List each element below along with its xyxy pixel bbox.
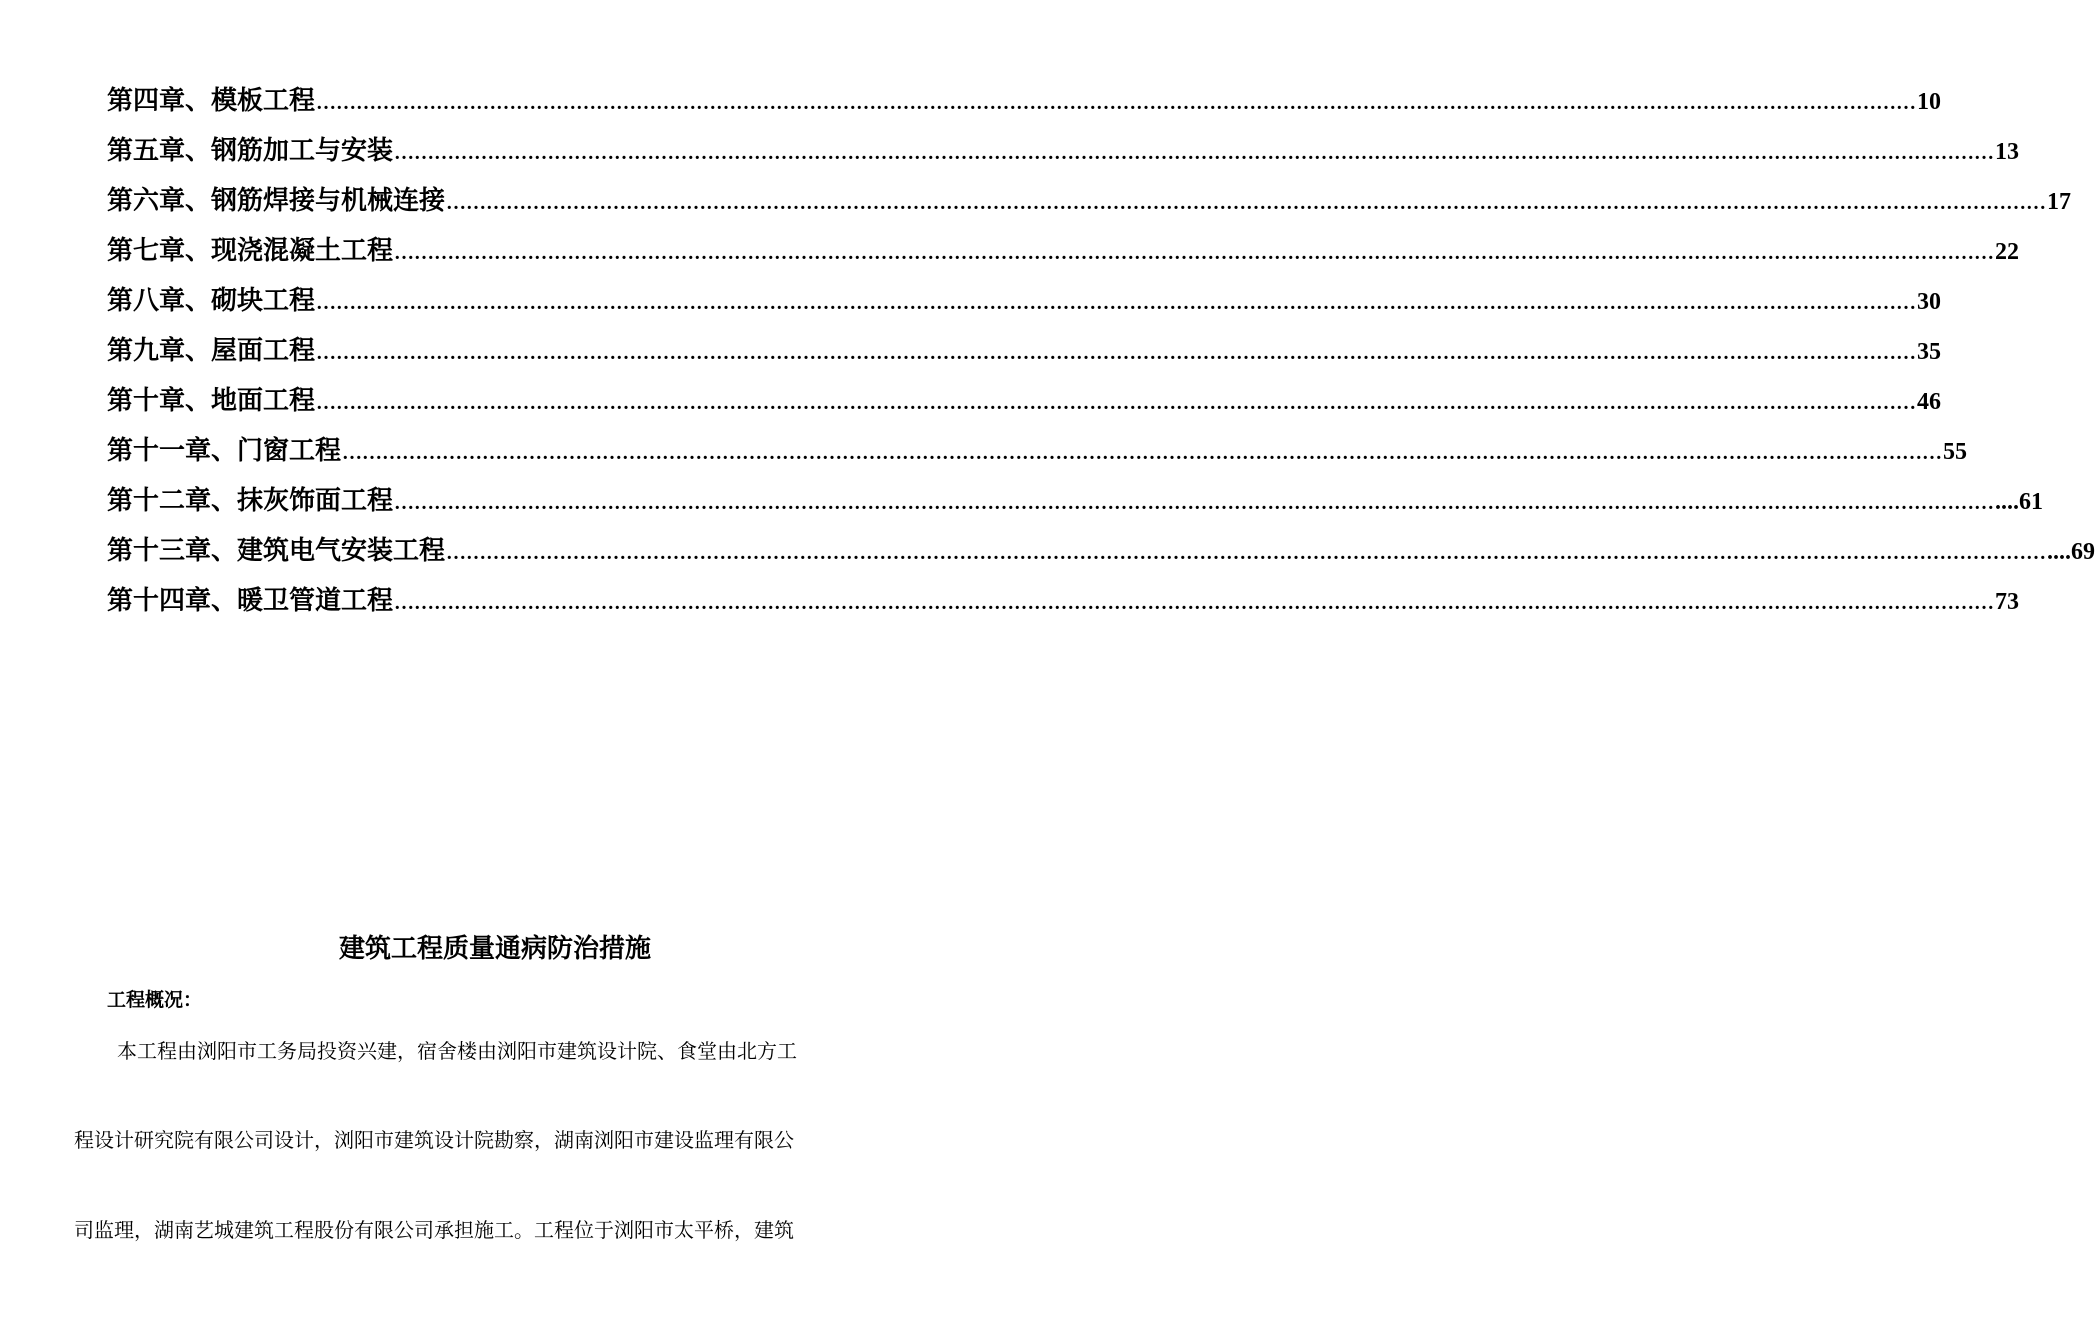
toc-leader-dots: …………………………………………………………………………………………………………………………………………………………………………………………………………………… [316, 292, 1917, 314]
toc-entry[interactable] [107, 176, 2072, 226]
toc-entry-page: ....69 [2047, 539, 2095, 565]
toc-leader-dots: …………………………………………………………………………………………………………………………………………………………………………………………………………………… [316, 392, 1917, 414]
toc-entry-title: 第十一章、门窗工程 [107, 436, 342, 466]
toc-leader-dots: …………………………………………………………………………………………………………………………………………………………………………………………………………………… [446, 542, 2047, 564]
body-text-line: 本工程由浏阳市工务局投资兴建，宿舍楼由浏阳市建筑设计院、食堂由北方工 [117, 1039, 797, 1063]
toc-leader-dots: …………………………………………………………………………………………………………………………………………………………………………………………………………………… [394, 242, 1995, 264]
toc-entry[interactable] [107, 576, 2020, 626]
toc-entry-title: 第十二章、抹灰饰面工程 [107, 486, 394, 516]
toc-leader-dots: …………………………………………………………………………………………………………………………………………………………………………………………………………………… [394, 142, 1995, 164]
toc-entry-page: 10 [1917, 89, 1942, 115]
toc-entry[interactable] [107, 126, 2020, 176]
toc-entry[interactable] [107, 226, 2020, 276]
toc-entry-title: 第四章、模板工程 [107, 86, 316, 116]
toc-entry[interactable] [107, 426, 1968, 476]
toc-leader-dots: …………………………………………………………………………………………………………………………………………………………………………………………………………………… [316, 342, 1917, 364]
toc-entry-title: 第九章、屋面工程 [107, 336, 316, 366]
toc-entry[interactable] [107, 526, 2095, 576]
table-of-contents [107, 76, 2095, 626]
toc-entry[interactable] [107, 326, 1942, 376]
section-heading: 工程概况： [107, 989, 203, 1011]
toc-entry-page: 55 [1943, 439, 1968, 465]
toc-entry-title: 第六章、钢筋焊接与机械连接 [107, 186, 446, 216]
toc-entry-title: 第五章、钢筋加工与安装 [107, 136, 394, 166]
toc-entry-page: ....61 [1995, 489, 2044, 515]
toc-leader-dots: …………………………………………………………………………………………………………………………………………………………………………………………………………………… [394, 492, 1995, 514]
toc-entry-page: 13 [1995, 139, 2020, 165]
toc-entry-page: 17 [2047, 189, 2072, 215]
toc-leader-dots: …………………………………………………………………………………………………………………………………………………………………………………………………………………… [342, 442, 1943, 464]
toc-entry[interactable] [107, 76, 1942, 126]
toc-entry[interactable] [107, 376, 1942, 426]
toc-entry-page: 35 [1917, 339, 1942, 365]
toc-entry-page: 73 [1995, 589, 2020, 615]
toc-entry-page: 30 [1917, 289, 1942, 315]
toc-entry-title: 第十三章、建筑电气安装工程 [107, 536, 446, 566]
toc-entry-page: 46 [1917, 389, 1942, 415]
toc-leader-dots: …………………………………………………………………………………………………………………………………………………………………………………………………………………… [394, 592, 1995, 614]
toc-entry-title: 第十章、地面工程 [107, 386, 316, 416]
toc-entry[interactable] [107, 276, 1942, 326]
toc-entry[interactable] [107, 476, 2044, 526]
toc-entry-title: 第十四章、暖卫管道工程 [107, 586, 394, 616]
body-text-line: 程设计研究院有限公司设计，浏阳市建筑设计院勘察，湖南浏阳市建设监理有限公 [74, 1128, 794, 1152]
toc-entry-page: 22 [1995, 239, 2020, 265]
toc-entry-title: 第七章、现浇混凝土工程 [107, 236, 394, 266]
toc-entry-title: 第八章、砌块工程 [107, 286, 316, 316]
document-title: 建筑工程质量通病防治措施 [338, 934, 651, 964]
toc-leader-dots: …………………………………………………………………………………………………………………………………………………………………………………………………………………… [316, 92, 1917, 114]
body-text-line: 司监理，湖南艺城建筑工程股份有限公司承担施工。工程位于浏阳市太平桥，建筑 [74, 1218, 794, 1242]
toc-leader-dots: …………………………………………………………………………………………………………………………………………………………………………………………………………………… [446, 192, 2047, 214]
